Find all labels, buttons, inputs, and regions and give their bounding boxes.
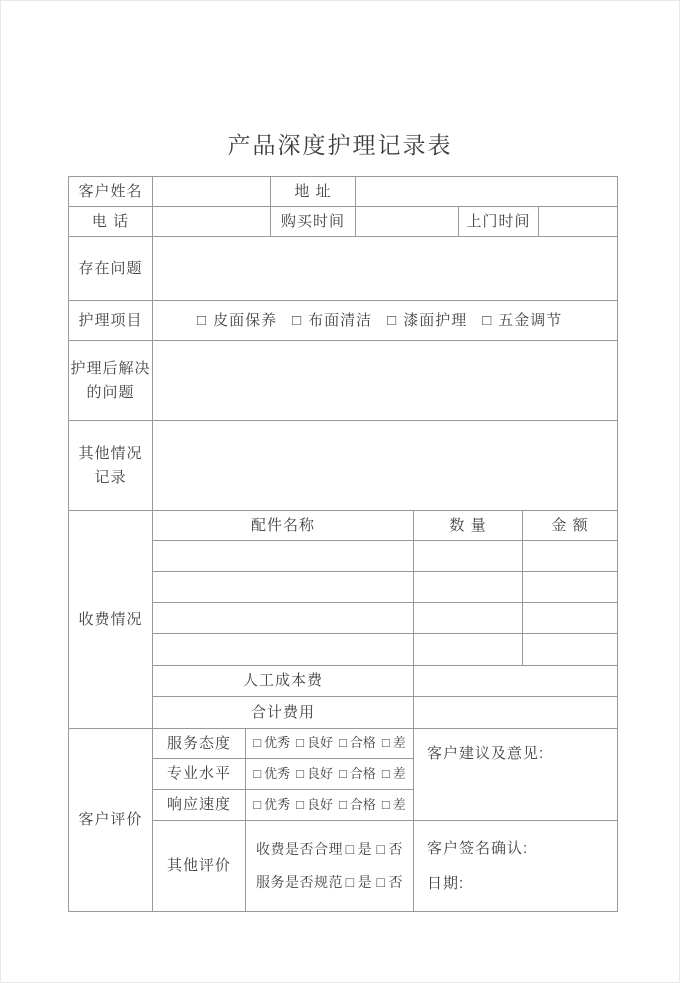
checkbox-unchecked-icon[interactable]: □ [482,311,493,329]
customer-suggestions-cell [414,729,618,821]
customer-name-label: 客户姓名 [69,177,153,207]
quantity-cell [414,634,523,666]
evaluation-section-label: 客户评价 [69,729,153,912]
checkbox-unchecked-icon[interactable]: □ [345,873,355,890]
checkbox-unchecked-icon[interactable]: □ [376,873,386,890]
rating-option [253,764,290,784]
question-label: 收费是否合理 [256,840,343,857]
rating-option-label: 合格 [349,796,376,812]
response-speed-rating-options [246,790,414,821]
other-evaluation-label: 其他评价 [153,821,246,912]
checkbox-unchecked-icon[interactable]: □ [296,765,304,781]
checkbox-unchecked-icon[interactable]: □ [381,765,390,781]
checkbox-unchecked-icon[interactable]: □ [296,796,304,812]
amount-cell [523,572,618,603]
yes-no-options [346,839,403,861]
address-label: 地 址 [271,177,356,207]
care-items-options [153,301,618,341]
amount-header: 金 额 [523,511,618,541]
criterion-professional-level-label: 专业水平 [153,759,246,790]
address-value-cell [356,177,618,207]
phone-value-cell [153,207,271,237]
checkbox-unchecked-icon[interactable]: □ [253,796,262,812]
care-record-form-table [68,176,618,912]
question-label: 服务是否规范 [256,873,343,890]
rating-option-label: 差 [392,765,406,781]
phone-label: 电 话 [69,207,153,237]
care-item-label: 五金调节 [498,311,563,329]
rating-option [253,795,290,815]
rating-option-label: 合格 [349,765,376,781]
yes-option-label: 是 [357,840,373,857]
quantity-header: 数 量 [414,511,523,541]
total-cost-label: 合计费用 [153,697,414,729]
checkbox-unchecked-icon[interactable]: □ [339,735,347,751]
rating-option [382,795,406,815]
checkbox-unchecked-icon[interactable]: □ [387,311,398,329]
part-name-header: 配件名称 [153,511,414,541]
solved-problems-label [69,341,153,421]
quantity-cell [414,541,523,572]
part-name-cell [153,572,414,603]
checkbox-unchecked-icon[interactable]: □ [197,311,208,329]
rating-option-label: 优秀 [264,735,291,751]
solved-problems-label-line1: 护理后解决 [70,360,151,378]
rating-option [382,764,406,784]
checkbox-unchecked-icon[interactable]: □ [381,735,390,751]
charges-section-label: 收费情况 [69,511,153,729]
quantity-cell [414,572,523,603]
rating-option [296,733,333,753]
rating-option-label: 优秀 [264,796,291,812]
checkbox-unchecked-icon[interactable]: □ [292,311,303,329]
care-item-option [292,309,372,332]
amount-cell [523,541,618,572]
date-label: 日期: [427,875,465,893]
care-item-label: 漆面护理 [403,311,468,329]
rating-option-label: 合格 [349,735,376,751]
rating-option [253,733,290,753]
rating-option [339,764,376,784]
customer-suggestions-label: 客户建议及意见: [427,745,545,762]
care-item-label: 皮面保养 [213,311,278,329]
purchase-time-label: 购买时间 [271,207,356,237]
professional-level-rating-options [246,759,414,790]
service-attitude-rating-options [246,729,414,759]
rating-option [296,764,333,784]
labor-cost-label: 人工成本费 [153,666,414,697]
care-item-option [197,309,277,332]
criterion-service-attitude-label: 服务态度 [153,729,246,759]
other-records-label-line1: 其他情况 [78,445,143,463]
care-item-label: 布面清洁 [308,311,373,329]
rating-option [339,795,376,815]
amount-cell [523,634,618,666]
amount-cell [523,603,618,634]
rating-option-label: 优秀 [264,765,291,781]
rating-option-label: 良好 [306,765,333,781]
rating-option-label: 良好 [306,735,333,751]
checkbox-unchecked-icon[interactable]: □ [253,735,262,751]
other-records-label-line2: 记录 [94,468,127,486]
checkbox-unchecked-icon[interactable]: □ [296,735,304,751]
page-title: 产品深度护理记录表 [227,132,453,158]
rating-option [382,733,406,753]
rating-option [296,795,333,815]
checkbox-unchecked-icon[interactable]: □ [339,796,347,812]
rating-option-label: 差 [392,735,406,751]
checkbox-unchecked-icon[interactable]: □ [376,840,386,857]
part-name-cell [153,603,414,634]
checkbox-unchecked-icon[interactable]: □ [339,765,347,781]
solved-problems-value-cell [153,341,618,421]
quantity-cell [414,603,523,634]
part-name-cell [153,634,414,666]
customer-signature-label: 客户签名确认: [427,840,529,857]
checkbox-unchecked-icon[interactable]: □ [253,765,262,781]
no-option-label: 否 [388,873,403,890]
signature-date-cell [414,821,618,912]
rating-option [339,733,376,753]
existing-problems-label: 存在问题 [69,237,153,301]
other-records-label [69,421,153,511]
care-items-label: 护理项目 [69,301,153,341]
purchase-time-value-cell [356,207,459,237]
solved-problems-label-line2: 的问题 [86,383,135,401]
care-item-option [482,309,562,332]
other-records-value-cell [153,421,618,511]
existing-problems-value-cell [153,237,618,301]
criterion-response-speed-label: 响应速度 [153,790,246,821]
no-option-label: 否 [388,840,403,857]
part-name-cell [153,541,414,572]
checkbox-unchecked-icon[interactable]: □ [381,796,390,812]
care-item-option [387,309,467,332]
rating-option-label: 差 [392,796,406,812]
checkbox-unchecked-icon[interactable]: □ [345,840,355,857]
customer-name-value-cell [153,177,271,207]
rating-option-label: 良好 [306,796,333,812]
other-evaluation-questions [246,821,414,912]
visit-time-value-cell [539,207,618,237]
yes-no-options [346,872,403,894]
visit-time-label: 上门时间 [459,207,539,237]
yes-option-label: 是 [357,873,373,890]
question-service-standard [256,872,403,894]
question-fee-reasonable [256,839,403,861]
labor-cost-value-cell [414,666,618,697]
total-cost-value-cell [414,697,618,729]
